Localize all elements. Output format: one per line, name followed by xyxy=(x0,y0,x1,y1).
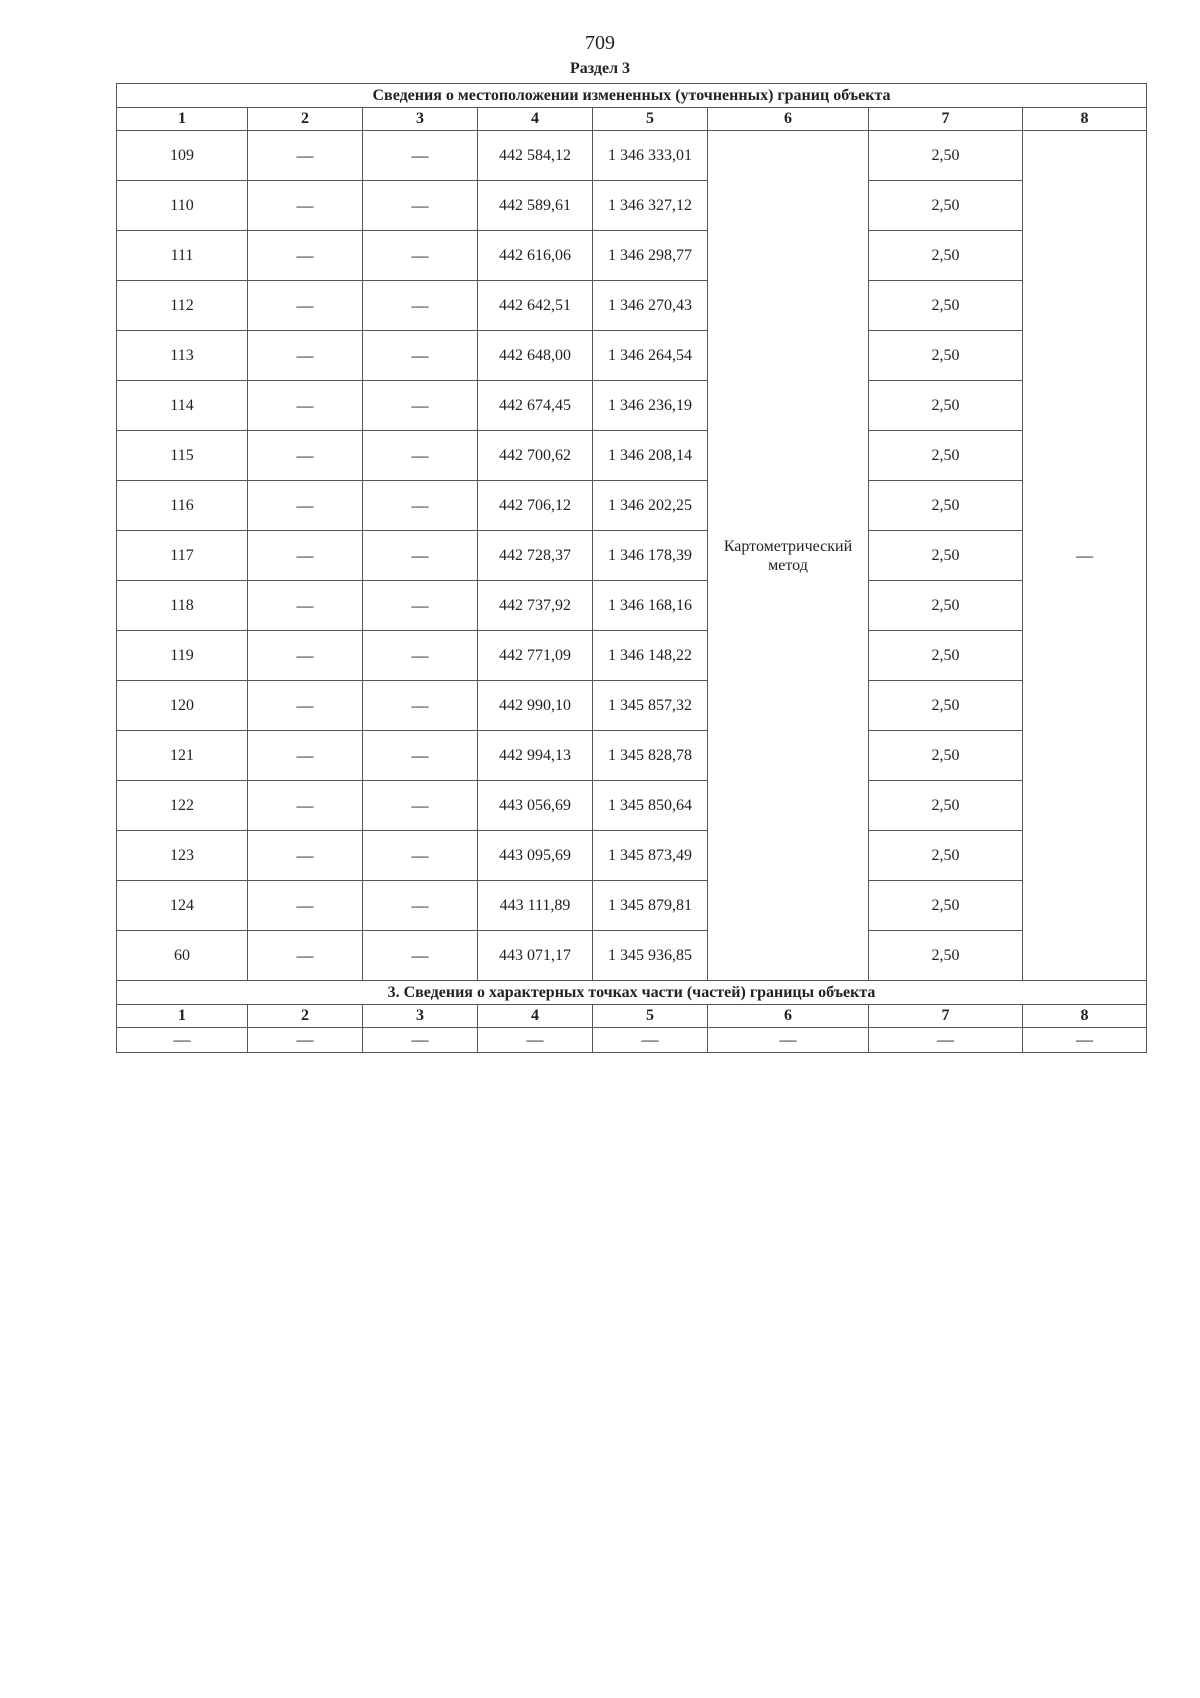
accuracy-cell: 2,50 xyxy=(869,881,1023,931)
column-3-cell: — xyxy=(363,931,478,981)
column-3-cell: — xyxy=(363,681,478,731)
point-number-cell: 118 xyxy=(117,581,248,631)
subsection-column-header-5: 5 xyxy=(593,1005,708,1028)
y-coordinate-cell: 1 346 202,25 xyxy=(593,481,708,531)
column-3-cell: — xyxy=(363,781,478,831)
x-coordinate-cell: 443 056,69 xyxy=(478,781,593,831)
column-2-cell: — xyxy=(248,431,363,481)
point-number-cell: 123 xyxy=(117,831,248,881)
point-number-cell: 109 xyxy=(117,131,248,181)
subsection-column-header-4: 4 xyxy=(478,1005,593,1028)
accuracy-cell: 2,50 xyxy=(869,931,1023,981)
column-2-cell: — xyxy=(248,531,363,581)
method-cell: Картометрический метод xyxy=(708,131,869,981)
column-2-cell: — xyxy=(248,331,363,381)
point-number-cell: 115 xyxy=(117,431,248,481)
y-coordinate-cell: 1 345 850,64 xyxy=(593,781,708,831)
accuracy-cell: 2,50 xyxy=(869,281,1023,331)
y-coordinate-cell: 1 345 828,78 xyxy=(593,731,708,781)
subsection-header-row xyxy=(117,1005,1147,1028)
subsection-title: 3. Сведения о характерных точках части (частей) границы объекта xyxy=(117,981,1147,1005)
table-row xyxy=(117,581,1147,631)
column-3-cell: — xyxy=(363,181,478,231)
accuracy-cell: 2,50 xyxy=(869,681,1023,731)
accuracy-cell: 2,50 xyxy=(869,831,1023,881)
table-row xyxy=(117,731,1147,781)
point-number-cell: 111 xyxy=(117,231,248,281)
boundary-points-table xyxy=(116,83,1147,1053)
table-row xyxy=(117,231,1147,281)
subsection-column-header-1: 1 xyxy=(117,1005,248,1028)
accuracy-cell: 2,50 xyxy=(869,131,1023,181)
column-2-cell: — xyxy=(248,731,363,781)
point-number-cell: 114 xyxy=(117,381,248,431)
column-2-cell: — xyxy=(248,681,363,731)
table-row xyxy=(117,831,1147,881)
column-3-cell: — xyxy=(363,481,478,531)
y-coordinate-cell: 1 346 178,39 xyxy=(593,531,708,581)
column-2-cell: — xyxy=(248,381,363,431)
y-coordinate-cell: 1 346 168,16 xyxy=(593,581,708,631)
y-coordinate-cell: 1 345 873,49 xyxy=(593,831,708,881)
x-coordinate-cell: 443 111,89 xyxy=(478,881,593,931)
table-header-row xyxy=(117,108,1147,131)
column-2-cell: — xyxy=(248,281,363,331)
x-coordinate-cell: 442 616,06 xyxy=(478,231,593,281)
column-header-3: 3 xyxy=(363,108,478,131)
point-number-cell: 119 xyxy=(117,631,248,681)
column-3-cell: — xyxy=(363,881,478,931)
table-row xyxy=(117,131,1147,181)
subsection-column-header-8: 8 xyxy=(1023,1005,1147,1028)
y-coordinate-cell: 1 345 936,85 xyxy=(593,931,708,981)
table-row xyxy=(117,881,1147,931)
point-number-cell: 120 xyxy=(117,681,248,731)
accuracy-cell: 2,50 xyxy=(869,781,1023,831)
subsection-cell: — xyxy=(593,1028,708,1053)
x-coordinate-cell: 442 674,45 xyxy=(478,381,593,431)
x-coordinate-cell: 442 994,13 xyxy=(478,731,593,781)
column-3-cell: — xyxy=(363,231,478,281)
subsection-row xyxy=(117,1028,1147,1053)
accuracy-cell: 2,50 xyxy=(869,481,1023,531)
point-number-cell: 121 xyxy=(117,731,248,781)
accuracy-cell: 2,50 xyxy=(869,631,1023,681)
column-2-cell: — xyxy=(248,631,363,681)
subsection-cell: — xyxy=(869,1028,1023,1053)
column-3-cell: — xyxy=(363,731,478,781)
column-2-cell: — xyxy=(248,181,363,231)
column-2-cell: — xyxy=(248,581,363,631)
subsection-cell: — xyxy=(363,1028,478,1053)
point-number-cell: 124 xyxy=(117,881,248,931)
point-number-cell: 110 xyxy=(117,181,248,231)
y-coordinate-cell: 1 345 857,32 xyxy=(593,681,708,731)
x-coordinate-cell: 442 706,12 xyxy=(478,481,593,531)
y-coordinate-cell: 1 346 298,77 xyxy=(593,231,708,281)
column-3-cell: — xyxy=(363,331,478,381)
table-row xyxy=(117,681,1147,731)
subsection-cell: — xyxy=(117,1028,248,1053)
table-row xyxy=(117,431,1147,481)
accuracy-cell: 2,50 xyxy=(869,431,1023,481)
column-header-5: 5 xyxy=(593,108,708,131)
table-row xyxy=(117,931,1147,981)
column-3-cell: — xyxy=(363,281,478,331)
page-number: 709 xyxy=(585,32,615,54)
column-3-cell: — xyxy=(363,831,478,881)
x-coordinate-cell: 443 071,17 xyxy=(478,931,593,981)
y-coordinate-cell: 1 346 327,12 xyxy=(593,181,708,231)
column-header-4: 4 xyxy=(478,108,593,131)
column-2-cell: — xyxy=(248,931,363,981)
column-3-cell: — xyxy=(363,431,478,481)
y-coordinate-cell: 1 346 333,01 xyxy=(593,131,708,181)
subsection-column-header-2: 2 xyxy=(248,1005,363,1028)
accuracy-cell: 2,50 xyxy=(869,181,1023,231)
accuracy-cell: 2,50 xyxy=(869,731,1023,781)
column-header-7: 7 xyxy=(869,108,1023,131)
point-number-cell: 122 xyxy=(117,781,248,831)
subsection-cell: — xyxy=(248,1028,363,1053)
column-8-cell: — xyxy=(1023,131,1147,981)
accuracy-cell: 2,50 xyxy=(869,331,1023,381)
x-coordinate-cell: 443 095,69 xyxy=(478,831,593,881)
point-number-cell: 112 xyxy=(117,281,248,331)
subsection-column-header-3: 3 xyxy=(363,1005,478,1028)
column-2-cell: — xyxy=(248,231,363,281)
table-row xyxy=(117,331,1147,381)
column-header-2: 2 xyxy=(248,108,363,131)
y-coordinate-cell: 1 346 148,22 xyxy=(593,631,708,681)
column-header-6: 6 xyxy=(708,108,869,131)
accuracy-cell: 2,50 xyxy=(869,531,1023,581)
x-coordinate-cell: 442 642,51 xyxy=(478,281,593,331)
point-number-cell: 117 xyxy=(117,531,248,581)
column-2-cell: — xyxy=(248,831,363,881)
x-coordinate-cell: 442 990,10 xyxy=(478,681,593,731)
column-3-cell: — xyxy=(363,381,478,431)
table-row xyxy=(117,381,1147,431)
column-3-cell: — xyxy=(363,631,478,681)
x-coordinate-cell: 442 584,12 xyxy=(478,131,593,181)
subsection-column-header-6: 6 xyxy=(708,1005,869,1028)
column-3-cell: — xyxy=(363,581,478,631)
subsection-cell: — xyxy=(478,1028,593,1053)
y-coordinate-cell: 1 345 879,81 xyxy=(593,881,708,931)
point-number-cell: 116 xyxy=(117,481,248,531)
column-header-8: 8 xyxy=(1023,108,1147,131)
subsection-column-header-7: 7 xyxy=(869,1005,1023,1028)
y-coordinate-cell: 1 346 270,43 xyxy=(593,281,708,331)
x-coordinate-cell: 442 771,09 xyxy=(478,631,593,681)
table-row xyxy=(117,631,1147,681)
x-coordinate-cell: 442 648,00 xyxy=(478,331,593,381)
column-2-cell: — xyxy=(248,881,363,931)
x-coordinate-cell: 442 737,92 xyxy=(478,581,593,631)
table-row xyxy=(117,281,1147,331)
column-2-cell: — xyxy=(248,781,363,831)
column-2-cell: — xyxy=(248,131,363,181)
point-number-cell: 113 xyxy=(117,331,248,381)
table-row xyxy=(117,531,1147,581)
point-number-cell: 60 xyxy=(117,931,248,981)
accuracy-cell: 2,50 xyxy=(869,381,1023,431)
table-banner-title: Сведения о местоположении измененных (уточненных) границ объекта xyxy=(117,84,1147,108)
subsection-cell: — xyxy=(1023,1028,1147,1053)
table-row xyxy=(117,781,1147,831)
accuracy-cell: 2,50 xyxy=(869,581,1023,631)
subsection-cell: — xyxy=(708,1028,869,1053)
x-coordinate-cell: 442 700,62 xyxy=(478,431,593,481)
y-coordinate-cell: 1 346 264,54 xyxy=(593,331,708,381)
table-row xyxy=(117,181,1147,231)
x-coordinate-cell: 442 589,61 xyxy=(478,181,593,231)
column-2-cell: — xyxy=(248,481,363,531)
column-header-1: 1 xyxy=(117,108,248,131)
y-coordinate-cell: 1 346 208,14 xyxy=(593,431,708,481)
section-title: Раздел 3 xyxy=(569,60,631,77)
column-3-cell: — xyxy=(363,131,478,181)
column-3-cell: — xyxy=(363,531,478,581)
y-coordinate-cell: 1 346 236,19 xyxy=(593,381,708,431)
x-coordinate-cell: 442 728,37 xyxy=(478,531,593,581)
accuracy-cell: 2,50 xyxy=(869,231,1023,281)
table-row xyxy=(117,481,1147,531)
